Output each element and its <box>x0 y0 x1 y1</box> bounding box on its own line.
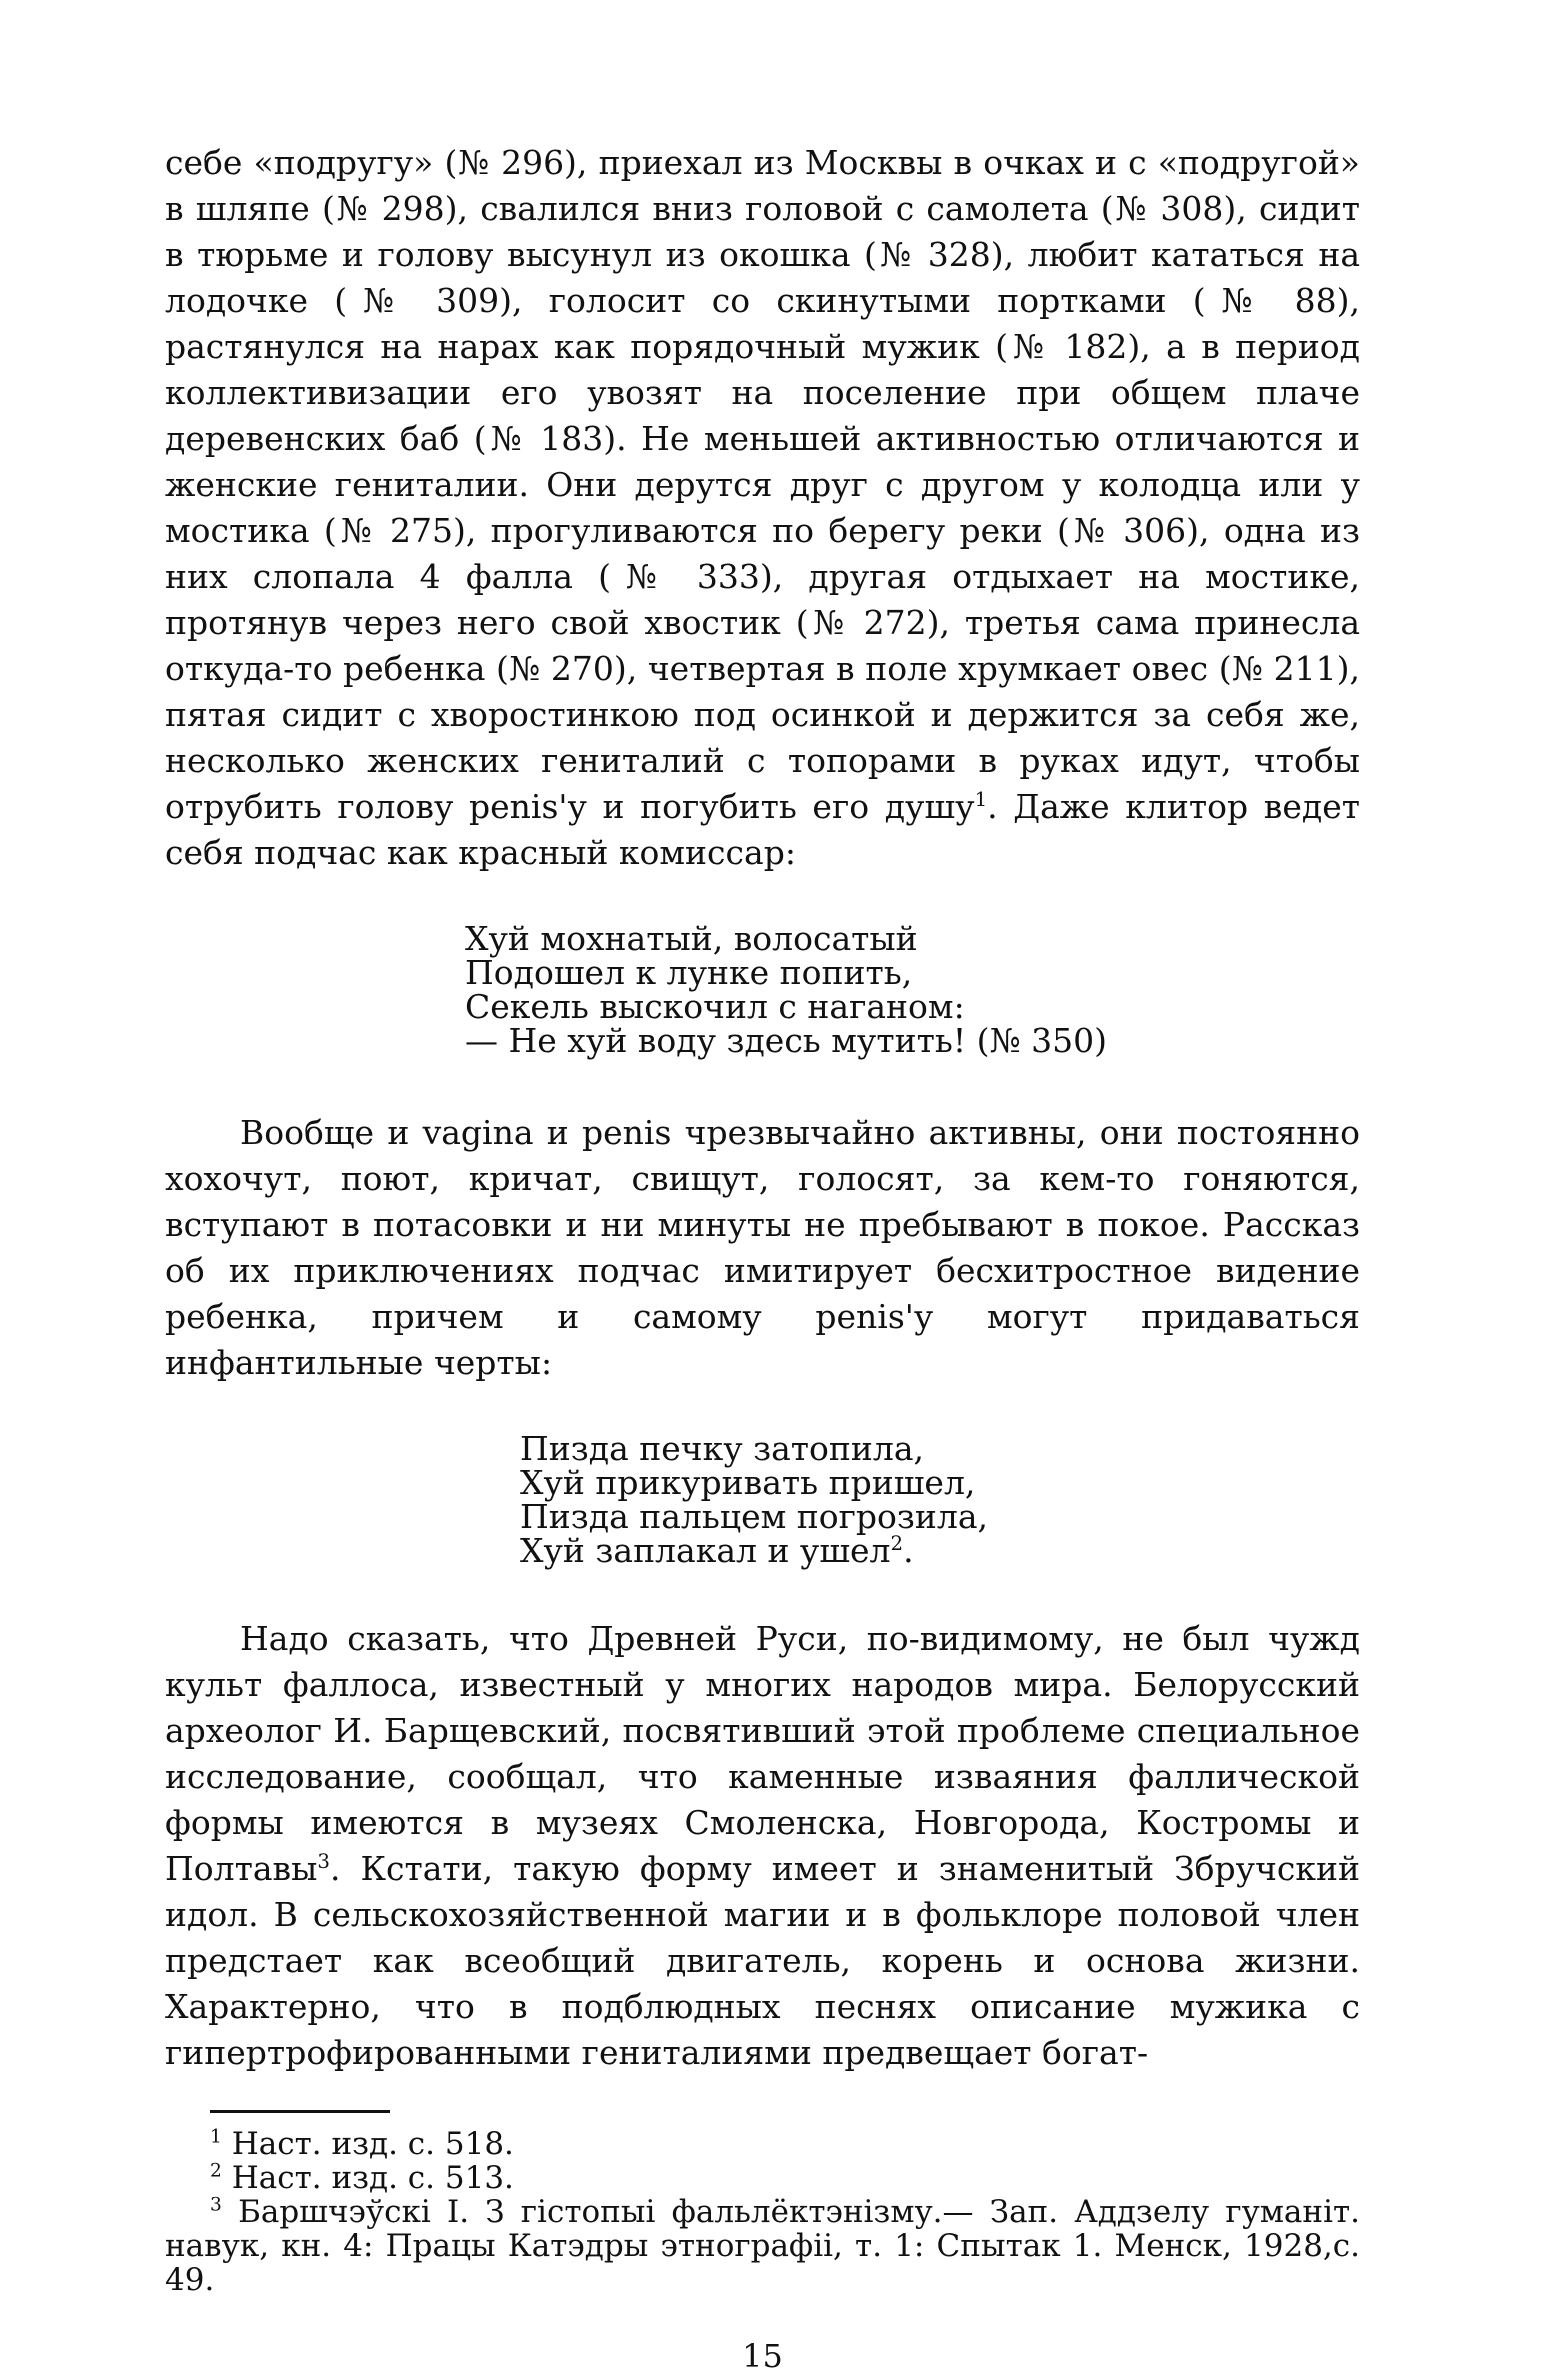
footnote-1 <box>165 2127 1360 2161</box>
footnote-ref-1: 1 <box>974 788 988 811</box>
footnotes <box>165 2127 1360 2297</box>
verse-line: Хуй мохнатый, волосатый <box>465 919 918 958</box>
verse-line: Пизда печку затопила, <box>520 1429 925 1468</box>
verse-line-last <box>520 1531 1360 1570</box>
footnote-text: Наст. изд. с. 513. <box>231 2160 514 2196</box>
verse-block-1 <box>465 919 1360 1060</box>
verse-line: Подошел к лунке попить, <box>465 953 913 992</box>
footnote-3 <box>165 2195 1360 2297</box>
paragraph-2: Вообще и vagina и penis чрезвычайно активны, они постоянно хохочут, поют, кричат, свищут, голосят, за кем-то гоняются, вступают в потасовки и ни минуты не пребывают в покое. Рассказ об их приключениях подчас имитирует бесхитростное видение ребенка, причем и самому penis'у могут придаваться инфантильные черты: <box>165 1113 1360 1382</box>
verse-line: Пизда пальцем погрозила, <box>520 1497 989 1536</box>
page-number: 15 <box>742 2337 783 2375</box>
verse-line: — Не хуй воду здесь мутить! (№ 350) <box>465 1021 1108 1060</box>
verse-line: Хуй прикуривать пришел, <box>520 1463 976 1502</box>
paragraph-1-tail: . Даже клитор ведет себя подчас как красный комиссар: <box>165 787 1360 872</box>
verse-block-2 <box>520 1429 1360 1570</box>
footnote-number: 1 <box>210 2126 222 2148</box>
verse-line: Секель выскочил с наганом: <box>465 987 965 1026</box>
paragraph-3-tail: . Кстати, такую форму имеет и знаменитый Збручский идол. В сельскохозяйственной магии и в фольклоре половой член предстает как всеобщий двигатель, корень и основа жизни. Характерно, что в подблюдных песнях описание мужика с гипертрофированными гениталиями предвещает богат- <box>165 1849 1360 2072</box>
paragraph-3 <box>165 1616 1360 2076</box>
footnote-text: Баршчэўскі І. З гістопыі фальлёктэнізму.— Зап. Аддзелу гуманіт. навук, кн. 4: Працы Катэдры этнографіі, т. 1: Спытак 1. Менск, 1928,с. 49. <box>165 2194 1360 2298</box>
footnote-text: Наст. изд. с. 518. <box>231 2126 514 2162</box>
book-page <box>165 140 1360 2375</box>
paragraph-1-text: себе «подругу» (№ 296), приехал из Москвы в очках и с «подругой» в шляпе (№ 298), свалился вниз головой с самолета (№ 308), сидит в тюрьме и голову высунул из окошка (№ 328), любит кататься на лодочке (№ 309), голосит со скинутыми портками (№ 88), растянулся на нарах как порядочный мужик (№ 182), а в период коллективизации его увозят на поселение при общем плаче деревенских баб (№ 183). Не меньшей активностью отличаются и женские гениталии. Они дерутся друг с другом у колодца или у мостика (№ 275), прогуливаются по берегу реки (№ 306), одна из них слопала 4 фалла (№ 333), другая отдыхает на мостике, протянув через него свой хвостик (№ 272), третья сама принесла откуда-то ребенка (№ 270), четвертая в поле хрумкает овес (№ 211), пятая сидит с хворостинкою под осинкой и держится за себя же, несколько женских гениталий с топорами в руках идут, чтобы отрубить голову penis'у и погубить его душу <box>165 143 1360 826</box>
footnote-number: 3 <box>210 2194 222 2216</box>
paragraph-1 <box>165 140 1360 876</box>
verse-line-tail: . <box>903 1531 914 1570</box>
footnote-ref-2: 2 <box>890 1532 904 1555</box>
paragraph-3-text: Надо сказать, что Древней Руси, по-видимому, не был чужд культ фаллоса, известный у многих народов мира. Белорусский археолог И. Барщевский, посвятивший этой проблеме специальное исследование, сообщал, что каменные изваяния фаллической формы имеются в музеях Смоленска, Новгорода, Костромы и Полтавы <box>165 1619 1360 1888</box>
footnote-2 <box>165 2161 1360 2195</box>
footnote-ref-3: 3 <box>317 1850 330 1873</box>
footnote-divider <box>210 2110 390 2113</box>
footnote-number: 2 <box>210 2160 222 2182</box>
verse-line-text: Хуй заплакал и ушел <box>520 1531 891 1570</box>
